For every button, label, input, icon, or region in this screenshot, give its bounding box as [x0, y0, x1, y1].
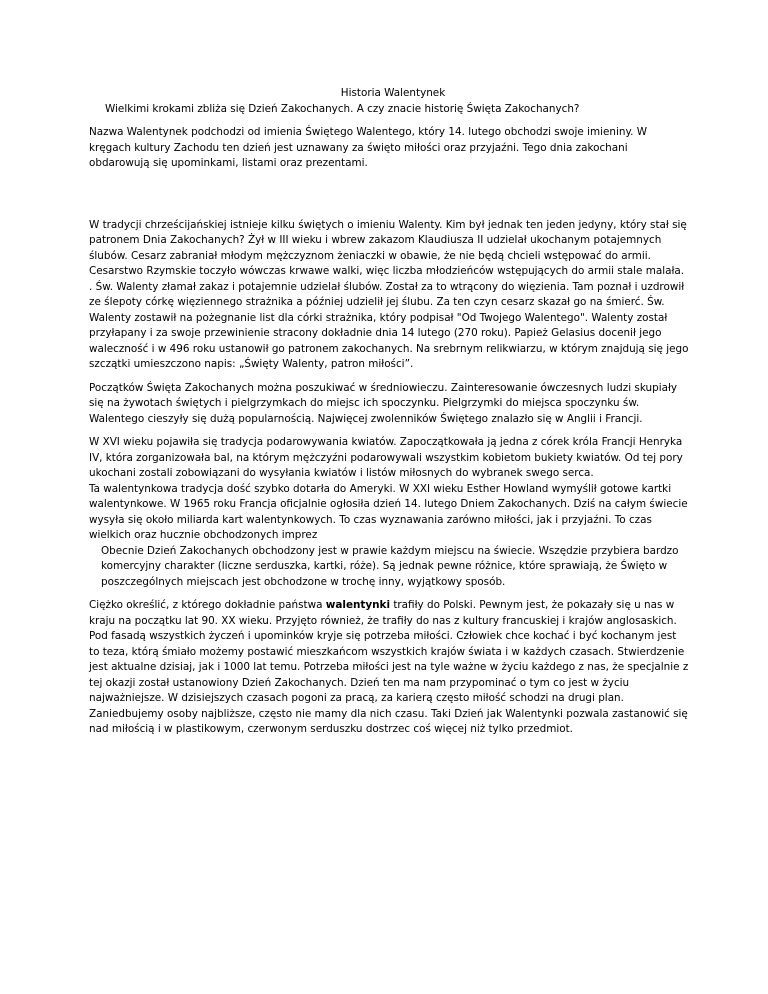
paragraph-flowers: W XVI wieku pojawiła się tradycja podarowywania kwiatów. Zapoczątkowała ją jedna z córek króla Francji Henryka IV, która zorganizowała bal, na którym mężczyźni podarowywali wszystkim kobietom bukiety kwiatów. Od tej pory ukochani zostali zobowiązani do wysyłania kwiatów i listów miłosnych do wybranek swego serca. — [89, 436, 683, 479]
paragraph-america: Ta walentynkowa tradycja dość szybko dotarła do Ameryki. W XXI wieku Esther Howland wymyślił gotowe kartki walentynkowe. W 1965 roku Francja oficjalnie ogłosiła dzień 14. lutego Dniem Zakochanych. Dziś na całym świecie wysyła się około miliarda kart walentynkowych. To czas wyznawania zarówno miłości, jak i przyjaźni. To czas wielkich oraz hucznie obchodzonych imprez — [89, 482, 688, 541]
spacer — [89, 373, 689, 381]
document-subtitle: Wielkimi krokami zbliża się Dzień Zakochanych. A czy znacie historię Święta Zakochanych? — [105, 102, 580, 115]
paragraph-middle-ages: Początków Święta Zakochanych można poszukiwać w średniowieczu. Zainteresowanie ówczesnych ludzi skupiały się na żywotach świętych i pielgrzymkach do miejsc ich spoczynku. Pielgrzymki do miejsca spoczynku św. Walentego cieszyły się dużą popularnością. Najwięcej zwolenników Świętego znalazło się w Anglii i Francji. — [89, 381, 678, 425]
spacer — [89, 427, 689, 435]
paragraph-today: Obecnie Dzień Zakochanych obchodzony jest w prawie każdym miejscu na świecie. Wszędzie przybiera bardzo komercyjny charakter (liczne serduszka, kartki, róże). Są jednak pewne różnice, które sprawiają, że Święto w poszczególnych miejscach jest obchodzone w trochę inny, wyjątkowy sposób. — [101, 544, 679, 588]
paragraph-poland-end: trafiły do Polski. Pewnym jest, że pokazały się u nas w kraju na początku lat 90. XX wieku. Przyjęto również, że trafiły do nas z kultury francuskiej i krajów anglosaskich. Pod fasadą wszystkich życzeń i upominków kryje się potrzeba miłości. Człowiek chce kochać i być kochanym jest to teza, którą śmiało możemy postawić mieszkańcom wszystkich krajów świata i w każdych czasach. Stwierdzenie jest aktualne dzisiaj, jak i 1000 lat temu. Potrzeba miłości jest na tyle ważne w życiu każdego z nas, że specjalnie z tej okazji został ustanowiony Dzień Zakochanych. Dzień ten ma nam przypominać o tym co jest w życiu najważniejsze. W dzisiejszych czasach pogoni za pracą, za karierą często miłość schodzi na drugi plan. Zaniedbujemy osoby najbliższe, często nie mamy dla nich czasu. Taki Dzień jak Walentynki pozwala zastanowić się nad miłością i w plastikowym, czerwonym serduszku dostrzec coś więcej niż tylko przedmiot. — [89, 599, 689, 735]
keyword-walentynki: walentynki — [325, 599, 391, 611]
document-page — [89, 86, 689, 738]
paragraph-saint-valentine: W tradycji chrześcijańskiej istnieje kilku świętych o imieniu Walenty. Kim był jednak ten jeden jedyny, który stał się patronem Dnia Zakochanych? Żył w III wieku i wbrew zakazom Klaudiusza II udzielał ukochanym potajemnych ślubów. Cesarz zabraniał młodym mężczyznom żeniaczki w obawie, że nie będą chcieli wstępować do armii. Cesarstwo Rzymskie toczyło wówczas krwawe walki, więc liczba młodzieńców wstępujących do armii stale malała. . Św. Walenty złamał zakaz i potajemnie udzielał ślubów. Został za to wtrącony do więzienia. Tam poznał i uzdrowił ze ślepoty córkę więziennego strażnika a później udzielił jej ślubu. Za ten czyn cesarz skazał go na śmierć. Św. Walenty zostawił na pożegnanie list dla córki strażnika, który podpisał "Od Twojego Walentego". Walenty został przyłapany i za swoje przewinienie stracony dokładnie dnia 14 lutego (270 roku). Papież Gelasius docenił jego waleczność i w 496 roku ustanowił go patronem zakochanych. Na srebrnym relikwiarzu, w którym znajdują się jego szczątki umieszczono napis: „Święty Walenty, patron miłości”. — [89, 218, 689, 370]
paragraph-intro: Nazwa Walentynek podchodzi od imienia Świętego Walentego, który 14. lutego obchodzi swoje imieniny. W kręgach kultury Zachodu ten dzień jest uznawany za święto miłości oraz przyjaźni. Tego dnia zakochani obdarowują się upominkami, listami oraz prezentami. — [89, 126, 648, 169]
paragraph-poland — [89, 598, 689, 738]
paragraph-poland-start: Ciężko określić, z którego dokładnie państwa — [89, 599, 326, 611]
document-title: Historia Walentynek — [340, 87, 446, 99]
spacer — [89, 590, 689, 598]
spacer — [89, 172, 689, 218]
